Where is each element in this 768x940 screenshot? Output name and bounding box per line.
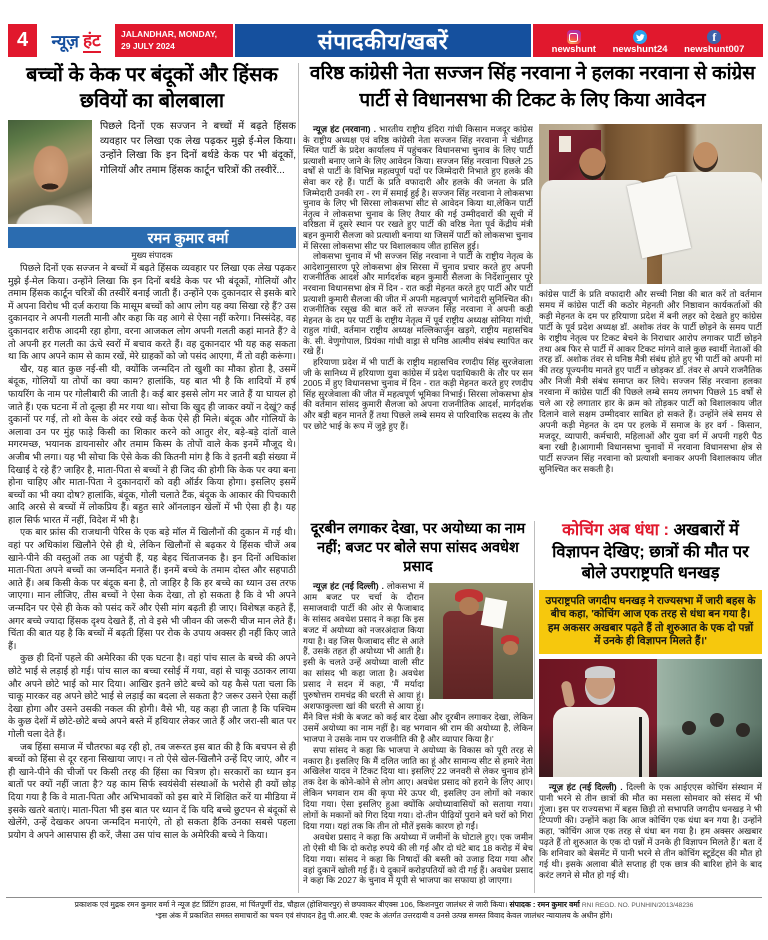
twitter-handle: newshunt24 (612, 44, 668, 55)
parliament-speech-photo (429, 583, 533, 699)
edition-dateline (115, 24, 233, 57)
publisher-text: प्रकाशक एवं मुद्रक रमन कुमार वर्मा ने न्यूज हंट प्रिंटिंग हाउस, मां चिंतपूर्णी रोड, चौहाल (होशियारपुर) से छपवाकर बीएक्स 106, किशनपुरा जालंधर से जारी किया। (74, 900, 508, 909)
lead-article-paragraph: हरियाणा प्रदेश में भी पार्टी के राष्ट्रीय महासचिव रणदीप सिंह सुरजेवाला जी के सानिध्य में हरियाणा युवा कांग्रेस में प्रदेश पदाधिकारी के तौर पर सन 2005 में हुए विधानसभा चुनाव में दिन - रात कड़ी मेहनत करते हुए रणदीप सिंह सुरजेवाला की जीत में महत्वपूर्ण भूमिका निभाई। सिरसा लोकसभा क्षेत्र की वर्तमान सांसद कुमारी सैलजा को अपना राजनीतिक आदर्श, मार्गदर्शक और बड़ी बहन मानते हैं तथा पिछले लम्बे समय से पारिवारिक सदस्य के तौर पर छोटे भाई के रूप में जुड़े हुए हैं। (303, 357, 533, 431)
instagram-lens-shape (569, 33, 578, 42)
budget-paper-shape (481, 597, 508, 628)
author-name-bar (8, 227, 296, 248)
lead-article-paragraph: कांग्रेस पार्टी के प्रति वफादारी और सच्ची निष्ठा की बात करें तो वर्तमान समय में कांग्रेस पार्टी की कठोर मेहनती और निष्ठावान कार्यकर्ताओं की कड़ी मेहनत के दम पर हरियाणा प्रदेश में बनी लहर को देखते हुए कांग्रेस पार्टी के पूर्व प्रदेश अध्यक्ष डॉ. अशोक तंवर के पार्टी छोड़ने के समय पार्टी के राष्ट्रीय नेतृत्व पर टिकट बेचने के निराधार आरोप लगाकर पार्टी छोड़ने तथा अब फिर से पार्टी में आकर टिकट मांगने वाले कुछ स्वार्थी नेताओं की तरह डॉ. अशोक तंवर से घनिष्ठ मैत्री संबंध होते हुए भी पार्टी को अपनी मां की तरह पूज्यनीय मानते हुए पार्टी न छोड़कर डॉ. तंवर से अपने राजनैतिक और निजी मैत्री संबंध समाप्त कर लिये। सज्जन सिंह नरवाना हलका नरवाना में कांग्रेस पार्टी की पिछले लम्बे समय लगभग पिछले 15 वर्षों से चले आ रहे लगातार हार के क्रम को तोड़कर पार्टी को विशालकाय जीत दिलाने वाले सक्षम उम्मीदवार साबित हो सकते हैं। उन्होंने लंबे समय से अपनी कड़ी मेहनत के दम पर हलके में समाज के हर वर्ग - किसान, मजदूर, व्यापारी, कर्मचारी, महिलाओं और युवा वर्ग में अपनी गहरी पैठ बना रखी है।आगामी विधानसभा चुनावों में नरवाना विधानसभा क्षेत्र से पार्टी सज्जन सिंह नरवाना को प्रत्याशी बनाकर अपनी विशालकाय जीत सुनिश्चित कर सकती है। (539, 289, 762, 474)
ticket-application-photo (539, 124, 762, 284)
budget-article-paragraph: अवधेश प्रसाद ने कहा कि अयोध्या में जमीनों के घोटाले हुए। एक जमीन तो ऐसी थी कि दो करोड़ रुपये की ली गई और दो घंटे बाद 18 करोड़ में बेच दिया गया। सांसद ने कहा कि निषादों की बस्ती को उजाड़ दिया गया और वहां दुकानें खोली गई हैं। ये दुकानें करोड़पतियों को दी गई हैं। अवधेश प्रसाद ने कहा कि 2027 के चुनाव में यूपी से भाजपा का सफाया हो जाएगा। (303, 831, 533, 886)
social-instagram (552, 30, 596, 55)
student-shape (682, 721, 696, 735)
lead-article-text: भारतीय राष्ट्रीय इंदिरा गांधी किसान मजदूर कांग्रेस के राष्ट्रीय अध्यक्ष एवं वरिष्ठ कांग्रेसी नेता सज्जन सिंह नरवाना ने चंडीगढ़ स्थित पार्टी के प्रदेश कार्यालय में पहुंचकर विधानसभा चुनाव के लिए पार्टी प्रत्याशी बनाए जाने के लिए आवेदन किया। सज्जन सिंह नरवाना पिछले 25 वर्षों से पार्टी के विभिन्न महत्वपूर्ण पदों पर जिम्मेदारी निभाते हुए हलके की सेवा कर रहे हैं। पार्टी के प्रति वफादारी और हलके की जनता के प्रति जिम्मेदारी उनकी रग - रग में समाई हुई है। सज्जन सिंह नरवाना ने लोकसभा चुनाव के लिए भी सिरसा लोकसभा सीट से आवेदन किया था,लेकिन पार्टी नेतृत्व ने लोकसभा चुनाव के लिए तैयार की गई उम्मीदवारों की सूची में वरिष्ठता में दूसरे स्थान पर रखते हुए पार्टी की वरिष्ठ नेता पूर्व केंद्रीय मंत्री बहन कुमारी सैलजा को प्रत्याशी बनाया था जिसमें पार्टी को लोकसभा चुनाव में सिरसा लोकसभा सीट पर विशालकाय जीत हासिल हुई। (303, 124, 533, 251)
editorial-paragraph: एक बार फ्रांस की राजधानी पेरिस के एक बड़े मॉल में खिलौनों की दुकान में गई थी। वहां पर अधिकांश खिलौने ऐसे ही थे, लेकिन खिलौनों से बढ़कर ये हिंसक चीजें अब खाने-पीने की वस्तुओं तक आ पहुंची हैं, यह बेहद चिंताजनक है। इन दिनों अधिकांश माता-पिता अपने बच्चों का जन्मदिन मनाते हैं। इनमें बच्चे के तमाम दोस्त और सहपाठी आते हैं। अब किसी केक पर बंदूक बना है, तो जाहिर है कि हर बच्चे का ध्यान उस तरफ जाएगा। मान लीजिए, तीस बच्चों ने ऐसा केक देखा, तो हो सकता है कि वे भी अपने जन्मदिन पर ऐसे ही केक को पसंद करें और ऐसी मांग बढ़ती ही जाए। विशेषज्ञ कहते हैं, अगर बच्चे ज्यादा हिंसक दृश्य देखते हैं, तो वे इसे भी जीवन की जरूरी चीज मान लेते हैं। चिंता की बात यह है कि बच्चों में बढ़ती हिंसा पर रोक के उपाय अक्सर ही नहीं किए जाते हैं। (8, 527, 296, 651)
editorial-paragraph: पिछले दिनों एक सज्जन ने बच्चों में बढ़ते हिंसक व्यवहार पर लिखा एक लेख पढ़कर मुझे ई-मेल किया। उन्होंने लिखा कि इन दिनों बर्थडे केक पर भी बंदूकों, गोलियों और तमाम हिंसक कार्टून चरित्रों की तस्वीरें बनाई जाती हैं। उन्होंने एक दुकानदार से इसके बारे में अपना विरोध भी दर्ज कराया कि मासूम बच्चों को आप लोग यह क्या सिखा रहे हैं? उस दुकानदार ने अपनी गलती मानी और कहा कि वह आगे से ऐसा नहीं करेगा। निस्संदेह, वह दुकानदार शरीफ आदमी रहा होगा, वरना आजकल लोग अपनी गलती कहां मानते हैं? वे तो अपनी हर गलती का ऊंचे स्वरों में बचाव करते हैं। वह दुकानदार भी यह कह सकता था कि आप अपने काम से काम रखें, मेरे ग्राहकों को जो पसंद आएगा, मैं तो वही करूंगा। (8, 263, 296, 362)
budget-article-body (303, 581, 533, 911)
social-strip (533, 24, 763, 57)
budget-article-headline: दूरबीन लगाकर देखा, पर अयोध्या का नाम नहीं; बजट पर बोले सपा सांसद अवधेश प्रसाद (310, 521, 526, 575)
vp-hand-shape (560, 680, 575, 708)
student-shape (710, 713, 724, 727)
budget-article (303, 520, 533, 911)
footer-divider (6, 897, 762, 898)
editorial-intro: पिछले दिनों एक सज्जन ने बच्चों में बढ़ते हिंसक व्यवहार पर लिखा एक लेख पढ़कर मुझे ई-मेल किया। उन्होंने लिखा कि इन दिनों बर्थडे केक पर भी बंदूकों, गोलियों और तमाम हिंसक कार्टून चरित्रों की तस्वीरें... (100, 121, 296, 176)
budget-article-paragraph: सपा सांसद ने कहा कि भाजपा ने अयोध्या के विकास को पूरी तरह से नकारा है। इसलिए कि मैं दलित जाति का हूं और सामान्य सीट से हमारे नेता अखिलेश यादव ने टिकट दिया था। इसलिए 22 जनवरी से लेकर चुनाव होने तक देश के कोने-कोने से लोग आए। अवधेश प्रसाद को हराने के लिए आए। लेकिन भगवान राम की कृपा मेरे ऊपर थी, इसलिए उन लोगों को नकार दिया गया। ऐसा इसलिए हुआ क्योंकि अयोध्यावासियों को सताया गया। लोगों के मकानों को गिरा दिया गया। दो-तीन पीढ़ियों पुराने बने घरों को गिरा दिया गया। यहां तक कि तीन तो मौतें इसके कारण हो गईं। (303, 744, 533, 831)
editorial-headline: बच्चों के केक पर बंदूकों और हिंसक छवियों का बोलबाला (26, 64, 278, 112)
vice-president-photo (539, 659, 762, 777)
dateline-city-day: JALANDHAR, MONDAY, (121, 29, 218, 40)
coaching-headline-black: अखबारों में विज्ञापन देखिए; छात्रों की मौत पर बोले उपराष्ट्रपति धनखड़ (552, 521, 749, 582)
lead-article-paragraph (303, 124, 533, 251)
microphone-shape (639, 717, 642, 777)
editorial-intro-row (8, 120, 296, 224)
editor-credit: संपादक : रमन कुमार वर्मा (507, 900, 582, 909)
coaching-article-paragraph (539, 782, 762, 881)
coaching-article-body (539, 782, 762, 894)
coaching-article-headline (539, 520, 762, 585)
facebook-icon: f (707, 30, 721, 44)
lead-article-paragraph: लोकसभा चुनाव में भी सज्जन सिंह नरवाना ने पार्टी के राष्ट्रीय नेतृत्व के आदेशानुसारण पूरे लोकसभा क्षेत्र सिरसा में चुनाव प्रचार करते हुए अपनी राजनीतिक आदर्श और मार्गदर्शक बहन कुमारी सैलजा के निर्देशानुसार पूरे नरवाना विधानसभा क्षेत्र में दिन - रात कड़ी मेहनत करते हुए पार्टी और पार्टी प्रत्याशी कुमारी सैलजा की जीत में अपनी महत्वपूर्ण भागेदारी सुनिश्चित की। राजनीतिक रसूख की बात करें तो सज्जन सिंह नरवाना ने अपनी कड़ी मेहनत के दम पर पार्टी के राष्ट्रीय नेतृत्व में पूर्व राष्ट्रीय अध्यक्ष सोनिया गांधी, राहुल गांधी, वर्तमान राष्ट्रीय अध्यक्ष मल्लिकार्जुन खड़गे, राष्ट्रीय महासचिव के. सी. वेणुगोपाल, प्रियंका गांधी वाड्रा से घनिष्ठ आत्मीय संबंध स्थापित कर रखे हैं। (303, 251, 533, 357)
student-shape (736, 723, 750, 737)
lead-article-column-2 (539, 124, 762, 515)
news-dateline: न्यूज़ हंट (नरवाना) . (313, 124, 377, 134)
mp-face-shape (459, 597, 479, 615)
column-divider-mid (534, 521, 535, 893)
editorial-paragraph: कुछ ही दिनों पहले की अमेरिका की एक घटना है। वहां पांच साल के बच्चे की अपने छोटे भाई से लड़ाई हो गई। पांच साल का बच्चा रसोई में गया, वहां से चाकू उठाकर लाया और अपने छोटे भाई को मार दिया। आखिर इतने छोटे बच्चे को यह कैसे पता चला कि चाकू मारकर वह अपने छोटे भाई से लड़ाई का बदला ले सकता है? जरूर उसने ऐसा कहीं देखा होगा और उसने उसकी नकल की होगी। वैसे भी, यह कहा ही जाता है कि पश्चिम के कुछ देशों में छोटे-छोटे बच्चे अपने बस्ते में हथियार लेकर जाते हैं और जरा-सी बात पर गोली चला देते हैं। (8, 653, 296, 739)
dateline-date: 29 JULY 2024 (121, 40, 175, 51)
lead-article-continuation (539, 289, 762, 515)
lead-article-column-1 (303, 124, 533, 518)
instagram-icon (567, 30, 581, 44)
editorial-article (8, 62, 296, 892)
coaching-article (539, 520, 762, 894)
facebook-handle: newshunt007 (684, 44, 745, 55)
lead-article-headline: वरिष्ठ कांग्रेसी नेता सज्जन सिंह नरवाना ने हलका नरवाना से कांग्रेस पार्टी से विधानसभा की टिकट के लिए किया आवेदन (309, 63, 756, 111)
coaching-article-text: दिल्ली के एक आईएएस कोचिंग संस्थान में पानी भरने से तीन छात्रों की मौत का मसला सोमवार को संसद में भी गूंजा। इस पर राज्यसभा में बहस छिड़ी तो सभापति जगदीप धनखड़ ने भी टिप्पणी की। उन्होंने कहा कि आज कोचिंग एक धंधा बन गया है। उन्होंने कहा, 'कोचिंग आज एक तरह से धंधा बन गया है। हम अक्सर अखबार पढ़ते हैं तो शुरुआत के एक दो पन्नों में उनके ही विज्ञापन मिलते हैं।' बता दें कि शनिवार को बेसमेंट में पानी भरने से तीन कोचिंग स्टूडेंट्स की मौत हो गई थी। इसके अलावा बीते सप्ताह ही एक छात्र की बारिश होने के बाद करंट लगने से मौत हो गई थी। (539, 781, 762, 880)
instagram-handle: newshunt (551, 44, 596, 55)
rni-registration: RNI REGD. NO. PUNHIN/2013/48236 (581, 902, 694, 909)
author-name: रमन कुमार वर्मा (147, 230, 229, 247)
editorial-body (8, 262, 296, 892)
imprint-line-2: *इस अंक में प्रकाशित समस्त समाचारों का चयन एवं संपादन हेतु पी.आर.बी. एक्ट के अंतर्गत उत्तरदायी व उनसे उत्पन्न समस्त विवाद केवल जालंधर न्यायालय के अधीन होंगे। (155, 911, 613, 920)
imprint-line-1 (0, 900, 768, 911)
newspaper-logo (39, 24, 113, 57)
person-left-head-shape (579, 148, 606, 180)
editorial-paragraph: खैर, यह बात कुछ नई-सी थी, क्योंकि जन्मदिन तो खुशी का मौका होता है, उसमें बंदूक, गोलियों या तोपों का क्या काम? हालांकि, यह बात भी है कि शादियों में हर्ष फायरिंग के नाम पर गोलीबारी की जाती है। कई बार इससे लोग मर जाते हैं या घायल हो जाते हैं। एक घटना में तो दूल्हा ही मर गया था। सोचा कि खुद ही जाकर क्यों न देखूं? कई दुकानों पर गई, तो शो केस के अंदर रखे कई केक ऐसे ही मिले। बंदूक और गोलियों के अलावा उन पर मुंह फाड़े किसी का शिकार करने को आतुर शेर, बड़े-बड़े दांतों वाले मगरमच्छ, भयानक डायनासोर और तमाम किस्म के तोपों वाले केक इनमें मौजूद थे। अजीब भी लगा। यह भी सोचा कि ऐसे केक की कितनी मांग है कि वे इतनी बड़ी संख्या में दिखाई दे रहे हैं? जाहिर है, माता-पिता से बच्चों ने ही जिद की होगी कि केक पर क्या बना होना चाहिए और माता-पिता ने दुकानदारों को वही ऑर्डर किया होगा। इसलिए इसमें बच्चों का भी क्या दोष? हालांकि, बंदूक, गोली चलाते टैंक, बंदूक के आकार की पिचकारी आदि अरसे से बच्चों में लोकप्रिय हैं। बहुत सारे ऑनलाइन खेलों में भी ऐसा ही है। यह हाल सिर्फ भारत में नहीं, विदेश में भी है। (8, 363, 296, 525)
section-title: संपादकीय/खबरें (235, 24, 531, 57)
editor-portrait-photo (8, 120, 92, 224)
person-right-head-shape (693, 142, 718, 172)
column-divider-left (298, 63, 299, 893)
logo-text-hunt: हंट (83, 28, 101, 53)
news-dateline: न्यूज़ हंट (नई दिल्ली) . (313, 581, 384, 591)
editorial-paragraph: जब हिंसा समाज में चौतरफा बढ़ रही हो, तब जरूरत इस बात की है कि बचपन से ही बच्चों को हिंसा से दूर रहना सिखाया जाए। न तो ऐसे खेल-खिलौने उन्हें दिए जाएं, और न ही खाने-पीने की चीजों पर किसी तरह की हिंसा का चित्रण हो। सरकारों का ध्यान इन बातों पर क्यों नहीं जाता है? यह काम सिर्फ स्वयंसेवी संस्थाओं के भरोसे ही क्यों छोड़ दिया गया है कि वे माता-पिता और अभिभावकों को इस बारे में शिक्षित करें या मीडिया में इसके खतरे बताएं। माता-पिता भी इस बात पर ध्यान दें कि यदि बच्चे छुटपन से बंदूकों से खेलेंगे, उन्हें देखकर अपना जन्मदिन मनाएंगे, तो हो सकता हैकि उनका सबसे पहला प्रयोग वे अपने आसपास ही करें, जैसा उस पांच साल के अमेरिकी बच्चे ने किया। (8, 741, 296, 840)
vp-quote-highlight: उपराष्ट्रपति जगदीप धनखड़ ने राज्यसभा में जारी बहस के बीच कहा, 'कोचिंग आज एक तरह से धंधा बन गया है। हम अकसर अखबार पढ़ते हैं तो शुरुआत के एक दो पन्नों में उनके ही विज्ञापन मिलते हैं।' (539, 590, 762, 654)
logo-text-news: न्यूज़ (51, 32, 79, 51)
twitter-bird-shape (636, 33, 645, 42)
coaching-headline-red: कोचिंग अब धंधा : (562, 521, 669, 539)
twitter-icon (633, 30, 647, 44)
budget-article-text: लोकसभा में आम बजट पर चर्चा के दौरान समाजवादी पार्टी की ओर से फैजाबाद के सांसद अवधेश प्रसाद ने कहा कि इस बजट में अयोध्या को नजरअंदाज किया गया है। वह जिस फैजाबाद सीट से आते हैं, उसके तहत ही अयोध्या भी आती है। इसी के चलते उन्हें अयोध्या वाली सीट का सांसद भी कहा जाता है। अवधेश प्रसाद ने सदन में कहा, 'मैं मर्यादा पुरुषोत्तम रामचंद्र की धरती से आया हूं। अशफाकुल्ला खां की धरती से आया हूं। मैंने वित्त मंत्री के बजट को कई बार देखा और दूरबीन लगाकर देखा, लेकिन उसमें अयोध्या का नाम नहीं है। वह भगवान श्री राम की अयोध्या है, लेकिन भाजपा ने उसके नाम पर राजनीति की है और व्यापार किया है।' (303, 581, 533, 744)
notice-paper-shape (559, 136, 571, 152)
masthead (8, 24, 763, 57)
author-title: मुख्य संपादक (131, 250, 173, 260)
page-number: 4 (8, 24, 37, 57)
imprint-footer (0, 900, 768, 921)
news-dateline: न्यूज़ हंट (नई दिल्ली) . (549, 781, 623, 792)
vp-figure-shape (553, 707, 649, 777)
social-twitter (613, 30, 668, 55)
second-face-shape (503, 641, 518, 655)
social-facebook (684, 30, 744, 55)
vp-hair-shape (585, 666, 615, 678)
